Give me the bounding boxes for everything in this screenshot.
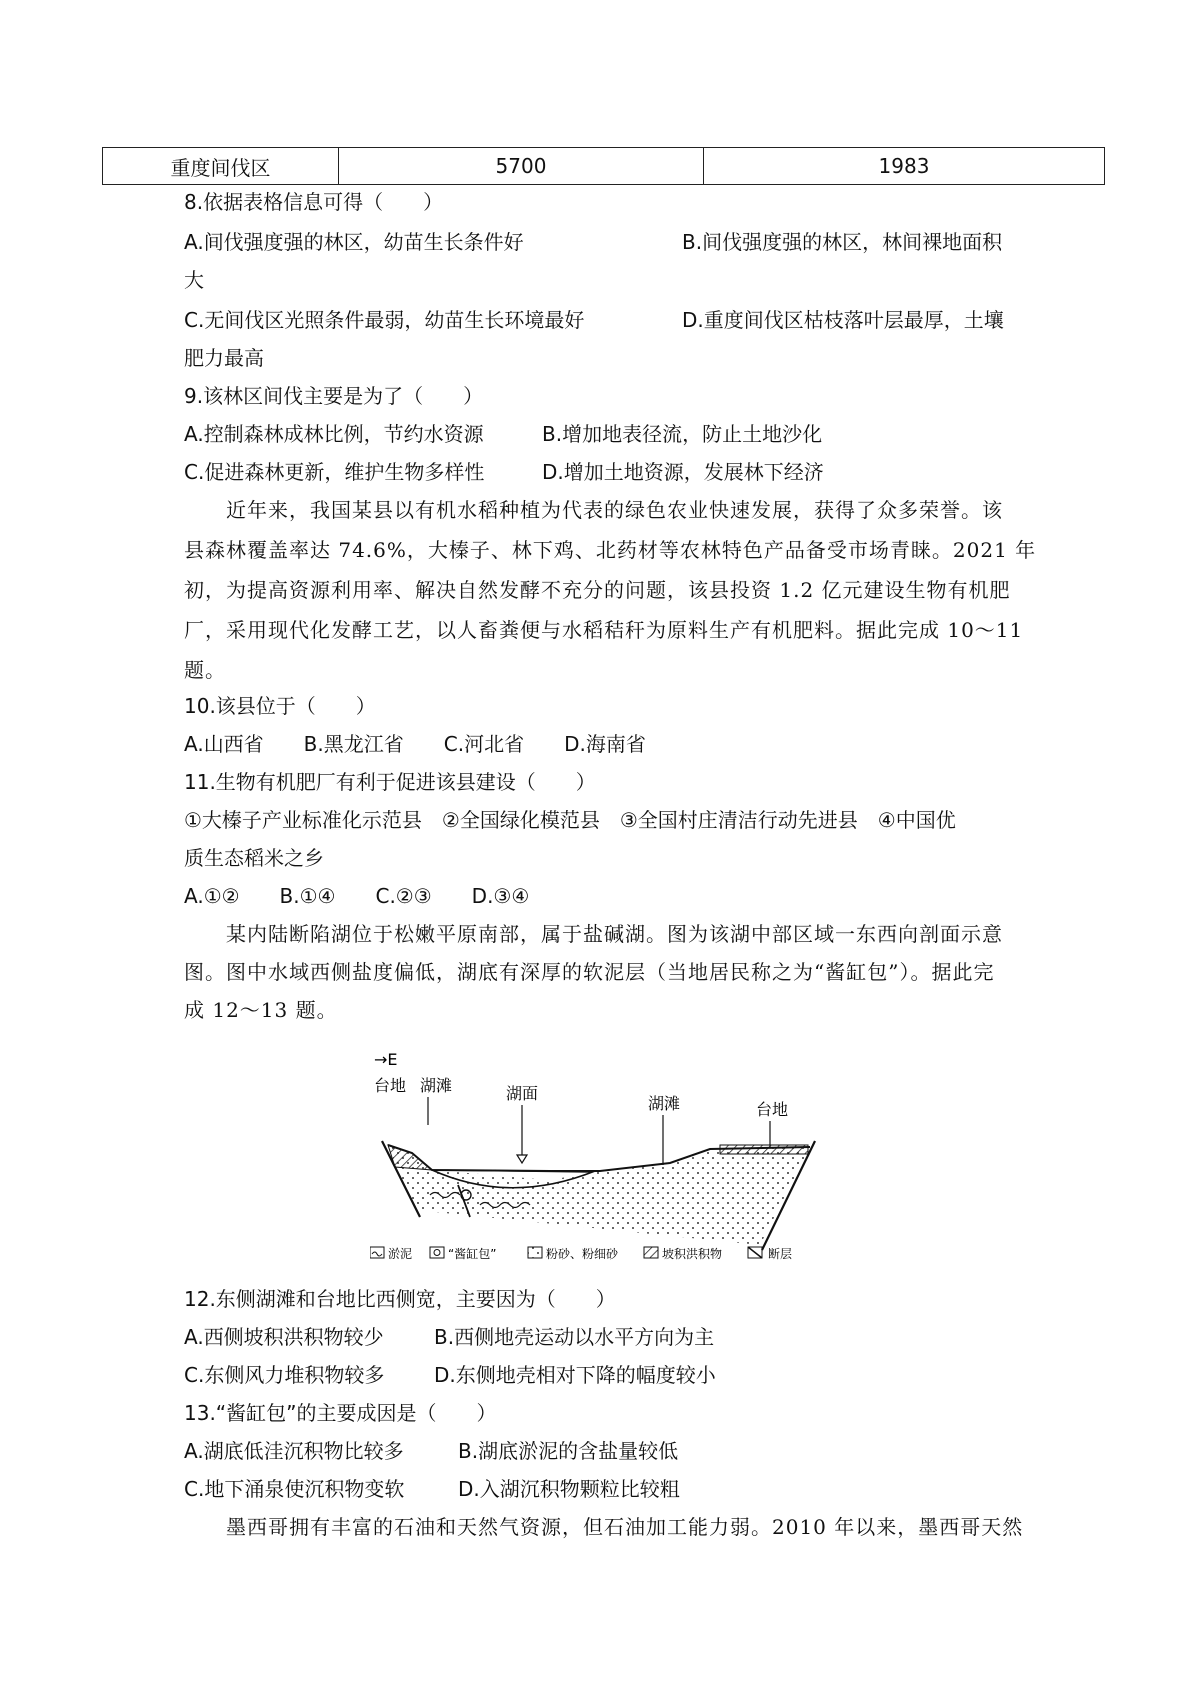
legend-swatch-colluvium — [644, 1247, 658, 1258]
legend-label: 坡积洪积物 — [662, 1247, 723, 1261]
table-cell-area: 重度间伐区 — [103, 148, 339, 184]
legend-swatch-silt — [528, 1247, 542, 1258]
label-lake-surface: 湖面 — [506, 1084, 539, 1103]
label-west-beach: 湖滩 — [420, 1076, 453, 1095]
question-12-option-b: B.西侧地壳运动以水平方向为主 — [434, 1325, 715, 1349]
legend-label: 粉砂、粉细砂 — [546, 1247, 619, 1261]
question-8-stem: 8.依据表格信息可得（ ） — [184, 190, 444, 214]
passage-1-line: 县森林覆盖率达 74.6%，大榛子、林下鸡、北药材等农林特色产品备受市场青睐。2021 年 — [184, 538, 1037, 562]
question-13-stem: 13.“酱缸包”的主要成因是（ ） — [184, 1401, 497, 1425]
question-12-option-d: D.东侧地壳相对下降的幅度较小 — [434, 1363, 716, 1387]
question-9-option-c: C.促进森林更新，维护生物多样性 — [184, 460, 485, 484]
passage-1-line: 初，为提高资源利用率、解决自然发酵不充分的问题，该县投资 1.2 亿元建设生物有机肥 — [184, 578, 1011, 602]
question-13-option-c: C.地下涌泉使沉积物变软 — [184, 1477, 405, 1501]
question-9-option-d: D.增加土地资源，发展林下经济 — [542, 460, 824, 484]
passage-1-line: 近年来，我国某县以有机水稻种植为代表的绿色农业快速发展，获得了众多荣誉。该 — [226, 498, 1003, 522]
legend-swatch-jianggangbao — [430, 1247, 444, 1258]
question-10-stem: 10.该县位于（ ） — [184, 694, 376, 718]
question-13-option-b: B.湖底淤泥的含盐量较低 — [458, 1439, 679, 1463]
question-13-option-d: D.入湖沉积物颗粒比较粗 — [458, 1477, 680, 1501]
label-east-beach: 湖滩 — [648, 1094, 681, 1113]
question-13-option-a: A.湖底低洼沉积物比较多 — [184, 1439, 404, 1463]
lake-cross-section-diagram — [370, 1045, 850, 1270]
question-11-options: A.①② B.①④ C.②③ D.③④ — [184, 884, 530, 908]
passage-2-line: 图。图中水域西侧盐度偏低，湖底有深厚的软泥层（当地居民称之为“酱缸包”）。据此完 — [184, 960, 995, 984]
question-9-stem: 9.该林区间伐主要是为了（ ） — [184, 384, 484, 408]
question-11-stem: 11.生物有机肥厂有利于促进该县建设（ ） — [184, 770, 596, 794]
question-8-option-c: C.无间伐区光照条件最弱，幼苗生长环境最好 — [184, 308, 585, 332]
table-cell-value-2: 1983 — [878, 154, 930, 178]
label-west-platform: 台地 — [374, 1076, 407, 1095]
question-12-option-c: C.东侧风力堆积物较多 — [184, 1363, 385, 1387]
label-east-platform: 台地 — [756, 1100, 789, 1119]
legend-label: 断层 — [768, 1247, 793, 1261]
passage-2-line: 某内陆断陷湖位于松嫩平原南部，属于盐碱湖。图为该湖中部区域一东西向剖面示意 — [226, 922, 1003, 946]
legend-label: “酱缸包” — [448, 1247, 497, 1261]
silt-layer — [388, 1145, 810, 1245]
legend-label: 淤泥 — [388, 1247, 413, 1261]
question-10-options: A.山西省 B.黑龙江省 C.河北省 D.海南省 — [184, 732, 646, 756]
question-8-option-d: D.重度间伐区枯枝落叶层最厚，土壤 — [682, 308, 1004, 332]
water-level-marker — [517, 1155, 527, 1163]
passage-3-line: 墨西哥拥有丰富的石油和天然气资源，但石油加工能力弱。2010 年以来，墨西哥天然 — [226, 1515, 1024, 1539]
question-8-option-d-cont: 肥力最高 — [184, 346, 264, 370]
question-11-items-cont: 质生态稻米之乡 — [184, 846, 324, 870]
question-12-option-a: A.西侧坡积洪积物较少 — [184, 1325, 384, 1349]
question-8-option-b-cont: 大 — [184, 268, 204, 292]
table-cell-value-1: 5700 — [339, 148, 704, 184]
data-table-row — [102, 147, 1105, 185]
passage-1-line: 厂，采用现代化发酵工艺，以人畜粪便与水稻秸秆为原料生产有机肥料。据此完成 10～11 — [184, 618, 1024, 642]
passage-1-line: 题。 — [184, 658, 226, 682]
question-9-option-a: A.控制森林成林比例，节约水资源 — [184, 422, 484, 446]
question-8-option-a: A.间伐强度强的林区，幼苗生长条件好 — [184, 230, 524, 254]
passage-2-line: 成 12～13 题。 — [184, 998, 338, 1022]
legend-mud-icon — [372, 1252, 382, 1256]
question-12-stem: 12.东侧湖滩和台地比西侧宽，主要因为（ ） — [184, 1287, 616, 1311]
legend-fault-icon — [748, 1247, 762, 1258]
question-11-items: ①大榛子产业标准化示范县 ②全国绿化模范县 ③全国村庄清洁行动先进县 ④中国优 — [184, 808, 956, 832]
question-8-option-b: B.间伐强度强的林区，林间裸地面积 — [682, 230, 1003, 254]
question-9-option-b: B.增加地表径流，防止土地沙化 — [542, 422, 823, 446]
legend-swatch-mud — [370, 1247, 384, 1258]
legend-jianggangbao-icon — [434, 1250, 440, 1256]
direction-label: →E — [374, 1050, 398, 1069]
